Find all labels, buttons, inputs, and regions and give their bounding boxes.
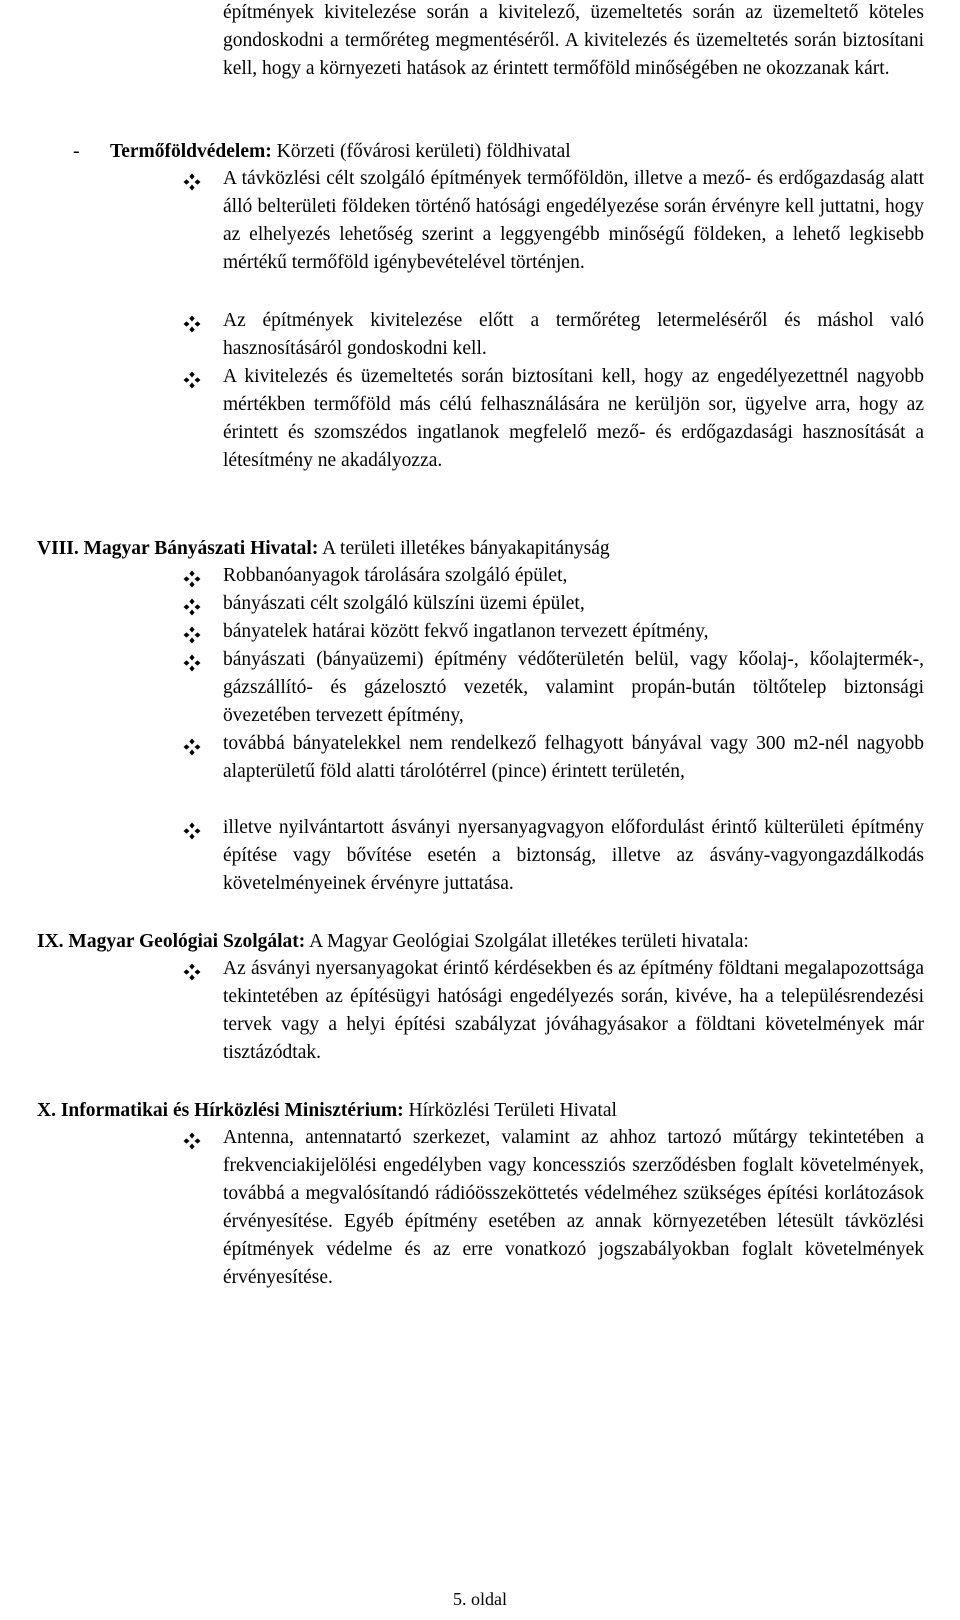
section-10-title: Informatikai és Hírközlési Minisztérium: <box>60 1100 404 1121</box>
section-8-authority: A területi illetékes bányakapitányság <box>322 538 610 559</box>
termofold-bullet-3: A kivitelezés és üzemeltetés során biztosítani kell, hogy az engedélyezettnél nagyobb mértékben termőföld más célú felhasználására ne kerüljön sor, ügyelve arra, hogy az érintett és szomszédos ingatlanok megfelelő mező- és erdőgazdasági hasznosítását a létesítmény ne akadályozza. <box>223 366 924 471</box>
section-10-bullet-1: Antenna, antennatartó szerkezet, valamint az ahhoz tartozó műtárgy tekintetében a frekvenciakijelölési engedélyben vagy koncessziós szerződésben foglalt követelmények, továbbá a megvalósítandó rádióösszeköttetés védelméhez szükséges építési korlátozások érvényesítése. Egyéb építmény esetében az annak környezetében létesült távközlési építmények védelme és az erre vonatkozó jogszabályokban foglalt követelmények érvényesítése. <box>223 1127 924 1288</box>
section-10-number: X. <box>37 1100 56 1121</box>
section-8-bullet-6: illetve nyilvántartott ásványi nyersanyagvagyon előfordulást érintő külterületi építmény építése vagy bővítése esetén a biztonság, illetve az ásvány-vagyongazdálkodás követelményeinek érvényre juttatása. <box>223 817 924 894</box>
diamond-bullet-icon <box>182 653 202 673</box>
diamond-bullet-icon <box>182 370 202 390</box>
section-8-number: VIII. <box>37 538 79 559</box>
section-8-bullet-1: Robbanóanyagok tárolására szolgáló épület, <box>223 565 568 586</box>
termofold-title: Termőföldvédelem: <box>110 141 272 162</box>
termofold-heading <box>110 138 571 166</box>
diamond-bullet-icon <box>182 314 202 334</box>
diamond-bullet-icon <box>182 569 202 589</box>
diamond-bullet-icon <box>182 597 202 617</box>
intro-paragraph: építmények kivitelezése során a kivitelező, üzemeltetés során az üzemeltető köteles gondoskodni a termőréteg megmentéséről. A kivitelezés és üzemeltetés során biztosítani kell, hogy a környezeti hatások az érintett termőföld minőségében ne okozzanak kárt. <box>223 2 924 79</box>
section-8-bullet-4: bányászati (bányaüzemi) építmény védőterületén belül, vagy kőolaj-, kőolajtermék-, gázszállító- és gázelosztó vezeték, valamint propán-bután töltőtelep biztonsági övezetében tervezett építmény, <box>223 649 924 726</box>
dash-marker: - <box>73 141 80 162</box>
diamond-bullet-icon <box>182 1131 202 1151</box>
diamond-bullet-icon <box>182 172 202 192</box>
section-8-bullet-5: továbbá bányatelekkel nem rendelkező felhagyott bányával vagy 300 m2-nél nagyobb alapterületű föld alatti tárolótérrel (pince) érintett területén, <box>223 733 924 782</box>
section-8-heading <box>37 535 610 563</box>
section-9-bullet-1: Az ásványi nyersanyagokat érintő kérdésekben és az építmény földtani megalapozottsága tekintetében az építésügyi hatósági engedélyezés során, kivéve, ha a településrendezési tervek vagy a helyi építési szabályzat jóváhagyásakor a földtani követelmények már tisztázódtak. <box>223 958 924 1063</box>
section-10-heading <box>37 1097 617 1125</box>
diamond-bullet-icon <box>182 821 202 841</box>
diamond-bullet-icon <box>182 737 202 757</box>
diamond-bullet-icon <box>182 962 202 982</box>
termofold-bullet-1: A távközlési célt szolgáló építmények termőföldön, illetve a mező- és erdőgazdaság alatt álló belterületi földeken történő hatósági engedélyezése során érvényre kell juttatni, hogy az elhelyezés lehetőség szerint a leggyengébb minőségű földeken, a lehető legkisebb mértékű termőföld igénybevételével történjen. <box>223 168 924 273</box>
termofold-bullet-2: Az építmények kivitelezése előtt a termőréteg letermeléséről és máshol való hasznosításáról gondoskodni kell. <box>223 310 924 359</box>
diamond-bullet-icon <box>182 625 202 645</box>
section-8-bullet-3: bányatelek határai között fekvő ingatlanon tervezett építmény, <box>223 621 709 642</box>
section-9-number: IX. <box>37 931 64 952</box>
page-number: 5. oldal <box>453 1589 507 1609</box>
section-10-authority: Hírközlési Területi Hivatal <box>408 1100 617 1121</box>
section-9-title: Magyar Geológiai Szolgálat: <box>68 931 306 952</box>
section-9-authority: A Magyar Geológiai Szolgálat illetékes területi hivatala: <box>309 931 749 952</box>
section-8-title: Magyar Bányászati Hivatal: <box>83 538 319 559</box>
section-9-heading <box>37 928 749 956</box>
termofold-authority: Körzeti (fővárosi kerületi) földhivatal <box>276 141 571 162</box>
section-8-bullet-2: bányászati célt szolgáló külszíni üzemi épület, <box>223 593 585 614</box>
